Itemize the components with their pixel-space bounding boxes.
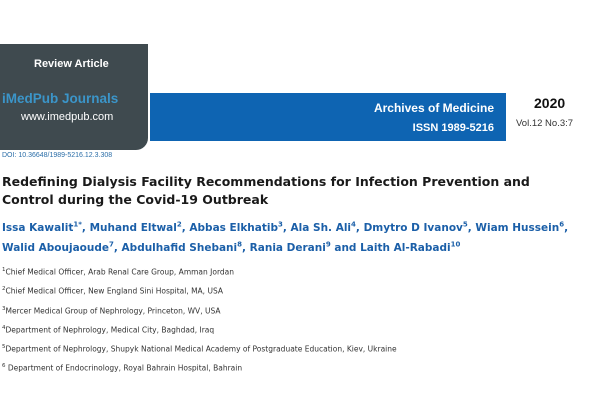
author-marker: 9 xyxy=(325,240,331,249)
author: Wiam Hussein$^6$, xyxy=(475,220,569,234)
author-name: Wiam Hussein xyxy=(475,221,560,234)
affiliation-item xyxy=(2,281,397,300)
author-marker: 7 xyxy=(109,240,114,249)
affiliation-text: Chief Medical Officer, New England Sini Hospital, MA, USA xyxy=(5,286,223,296)
author-name: Muhand Eltwal xyxy=(89,221,177,234)
author-marker: 2 xyxy=(176,220,182,228)
author: Walid Aboujaoude$^7$, xyxy=(2,240,122,254)
author-name: Dmytro D Ivanov xyxy=(363,221,463,234)
author-name: Abdulhafid Shebani xyxy=(121,242,238,254)
publisher-url[interactable]: www.imedpub.com xyxy=(21,111,114,123)
author-marker: 10 xyxy=(450,240,461,249)
affiliation-list xyxy=(2,262,397,378)
author-name: Laith Al-Rabadi xyxy=(360,242,451,254)
journal-name: Archives of Medicine xyxy=(373,101,494,115)
author-marker: 8 xyxy=(237,240,243,249)
author-marker: 1* xyxy=(73,220,82,228)
volume-issue: Vol.12 No.3:7 xyxy=(516,118,574,129)
author: Dmytro D Ivanov$^5$, xyxy=(363,220,476,234)
author-name: Ala Sh. Ali xyxy=(290,221,352,234)
publisher-name: iMedPub Journals xyxy=(2,91,119,106)
affiliation-marker: 3 xyxy=(2,305,6,312)
author-name: Walid Aboujaoude xyxy=(2,242,110,254)
doi-link[interactable]: DOI: 10.36648/1989-5216.12.3.308 xyxy=(2,152,113,159)
affiliation-marker: 1 xyxy=(2,267,6,273)
affiliation-item xyxy=(2,358,397,377)
affiliation-text: Chief Medical Officer, Arab Renal Care Group, Amman Jordan xyxy=(5,267,235,277)
author: Rania Derani$^9$ and xyxy=(249,240,361,254)
affiliation-item xyxy=(2,262,397,281)
affiliation-item xyxy=(2,301,397,320)
author-marker: 5 xyxy=(462,220,468,228)
author-name: Issa Kawalit xyxy=(2,221,74,234)
author-marker: 4 xyxy=(351,220,356,228)
author-marker: 6 xyxy=(559,220,565,228)
article-title: Redefining Dialysis Facility Recommendations for Infection Prevention and Control during the Covid-19 Outbreak xyxy=(2,174,530,207)
author: Abbas Elkhatib$^3$, xyxy=(189,220,291,234)
author-name: Rania Derani xyxy=(249,242,326,254)
author-name: Abbas Elkhatib xyxy=(189,221,279,234)
affiliation-marker: 4 xyxy=(2,324,6,331)
author: Abdulhafid Shebani$^8$, xyxy=(121,240,250,254)
affiliation-marker: 5 xyxy=(2,344,6,351)
affiliation-text: Department of Nephrology, Shupyk National Medical Academy of Postgraduate Education, Kiev, Ukraine xyxy=(5,344,397,354)
affiliation-marker: 6 xyxy=(2,363,6,370)
publication-year: 2020 xyxy=(534,95,566,111)
author xyxy=(360,242,460,254)
affiliation-text: Department of Nephrology, Medical City, Baghdad, Iraq xyxy=(5,325,215,335)
author: Muhand Eltwal$^2$, xyxy=(89,220,190,234)
author-marker: 3 xyxy=(278,220,283,228)
author-list xyxy=(2,216,598,257)
journal-banner xyxy=(150,93,506,141)
article-type-label: Review Article xyxy=(34,58,109,70)
author: Ala Sh. Ali$^4$, xyxy=(290,220,364,234)
affiliation-item xyxy=(2,320,397,339)
affiliation-marker: 2 xyxy=(2,286,6,293)
journal-issn: ISSN 1989-5216 xyxy=(412,122,494,134)
author: Issa Kawalit$^{1*}$, xyxy=(2,220,90,234)
affiliation-item xyxy=(2,339,397,358)
affiliation-text: Department of Endocrinology, Royal Bahrain Hospital, Bahrain xyxy=(5,363,243,373)
affiliation-text: Mercer Medical Group of Nephrology, Princeton, WV, USA xyxy=(5,306,221,316)
